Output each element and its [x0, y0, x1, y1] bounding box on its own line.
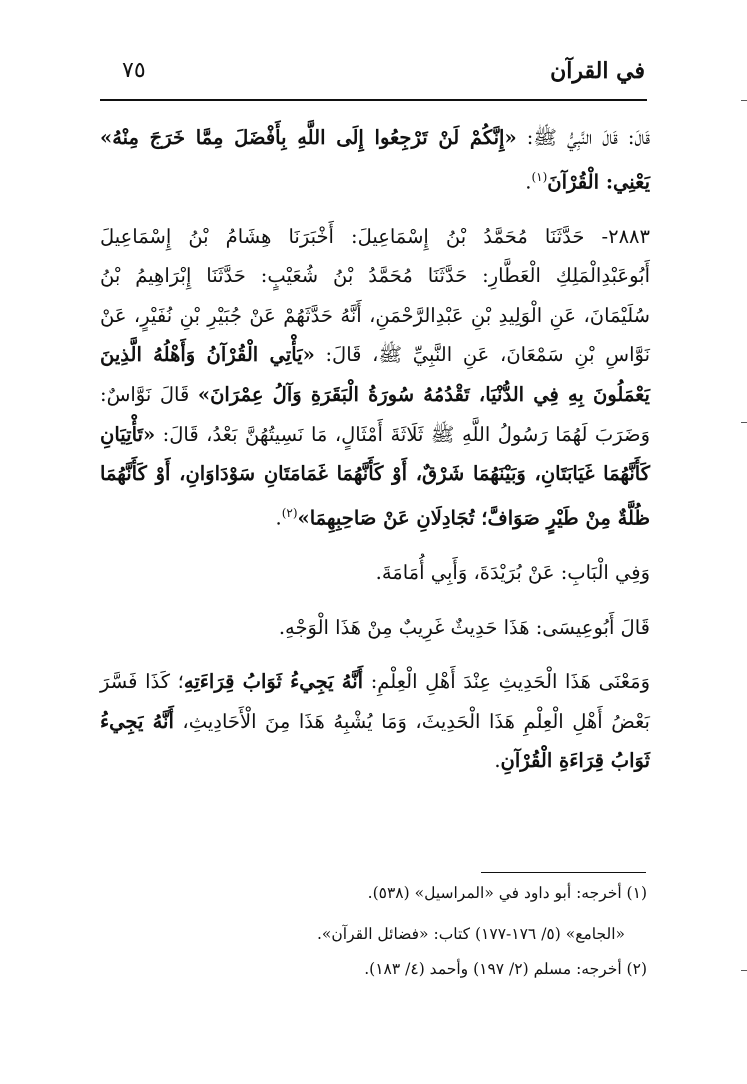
- paragraph-5: [100, 662, 650, 781]
- paragraph-4: قَالَ أَبُوعِيسَى: هَذَا حَدِيثٌ غَرِيبٌ مِنْ هَذَا الْوَجْهِ.: [278, 615, 650, 639]
- page-edge-mark: [741, 100, 747, 101]
- text-run: الْقُرْآنَ: [547, 170, 600, 194]
- page-edge-mark: [741, 422, 747, 423]
- text-run: قَالَ: قَالَ النَّبِيُّ ﷺ:: [516, 126, 650, 149]
- footnote-separator: [481, 872, 646, 873]
- text-run: .: [275, 506, 282, 530]
- paragraph-1: [100, 118, 650, 202]
- paragraph-3: وَفِي الْبَابِ: عَنْ بُرَيْدَةَ، وَأَبِي أُمَامَةَ.: [375, 560, 650, 584]
- footnote-ref: (٢): [281, 505, 298, 520]
- footnote-1-continued: «الجامع» (٥/ ١٧٦-١٧٧) كتاب: «فضائل القرآن».: [316, 925, 625, 943]
- highlighted-phrase: أَنَّهُ يَجِيءُ ثَوَابُ قِرَاءَتِهِ: [183, 670, 364, 694]
- main-text: [100, 118, 650, 781]
- page-number: ٧٥: [122, 58, 146, 83]
- text-run: .: [525, 170, 532, 194]
- hadith-quote: «تَأْتِيَانِ كَأَنَّهُمَا غَيَابَتَانِ، وَبَيْنَهُمَا شَرْقٌ، أَوْ كَأَنَّهُمَا غَمَامَتَانِ سَوْدَاوَانِ، أَوْ كَأَنَّهُمَا ظُلَّةٌ مِنْ طَيْرٍ صَوَافَّ؛ تُجَادِلَانِ عَنْ صَاحِبِهِمَا»: [100, 422, 650, 530]
- footnote-ref: (١): [531, 169, 548, 184]
- footnote-2: (٢) أخرجه: مسلم (٢/ ١٩٧) وأحمد (٤/ ١٨٣).: [364, 960, 647, 978]
- running-header-title: في القرآن: [550, 58, 645, 84]
- page-edge-mark: [741, 970, 747, 971]
- hadith-quote: «إِنَّكُمْ لَنْ تَرْجِعُوا إِلَى اللَّهِ بِأَفْضَلَ مِمَّا خَرَجَ مِنْهُ»: [100, 126, 517, 149]
- text-run: قَالَ نَوَّاسٌ: وَضَرَبَ لَهُمَا رَسُولُ اللَّهِ ﷺ ثَلَاثَةَ أَمْثَالٍ، مَا نَسِيتُهُنَّ بَعْدُ، قَالَ:: [100, 383, 650, 446]
- hadith-quote: «يَأْتِي الْقُرْآنُ وَأَهْلُهُ الَّذِينَ يَعْمَلُونَ بِهِ فِي الدُّنْيَا، تَقْدُمُهُ سُورَةُ الْبَقَرَةِ وَآلُ عِمْرَانَ»: [100, 343, 650, 407]
- footnote-1: (١) أخرجه: أبو داود في «المراسيل» (٥٣٨).: [367, 884, 647, 902]
- text-run: ؛ كَذَا فَسَّرَ بَعْضُ أَهْلِ الْعِلْمِ هَذَا الْحَدِيثَ، وَمَا يُشْبِهُ هَذَا مِنَ الْأَحَادِيثِ،: [100, 670, 650, 733]
- highlighted-phrase: أَنَّهُ يَجِيءُ ثَوَابُ قِرَاءَةِ الْقُرْآنِ: [100, 709, 650, 773]
- header-rule: [100, 99, 647, 101]
- paragraph-2: [100, 217, 650, 538]
- text-run: .: [494, 749, 501, 773]
- text-run: يَعْنِي:: [599, 170, 650, 194]
- isnad-text: ٢٨٨٣- حَدَّثَنَا مُحَمَّدُ بْنُ إِسْمَاعِيلَ: أَخْبَرَنَا هِشَامُ بْنُ إِسْمَاعِيلَ أَبُوعَبْدِالْمَلِكِ الْعَطَّارِ: حَدَّثَنَا مُحَمَّدُ بْنُ شُعَيْبٍ: حَدَّثَنَا إِبْرَاهِيمُ بْنُ سُلَيْمَانَ، عَنِ الْوَلِيدِ بْنِ عَبْدِالرَّحْمَنِ، أَنَّهُ حَدَّثَهُمْ عَنْ جُبَيْرِ بْنِ نُفَيْرٍ، عَنْ نَوَّاسِ بْنِ سَمْعَانَ، عَنِ النَّبِيِّ ﷺ، قَالَ:: [100, 224, 651, 367]
- text-run: وَمَعْنَى هَذَا الْحَدِيثِ عِنْدَ أَهْلِ الْعِلْمِ:: [363, 670, 650, 694]
